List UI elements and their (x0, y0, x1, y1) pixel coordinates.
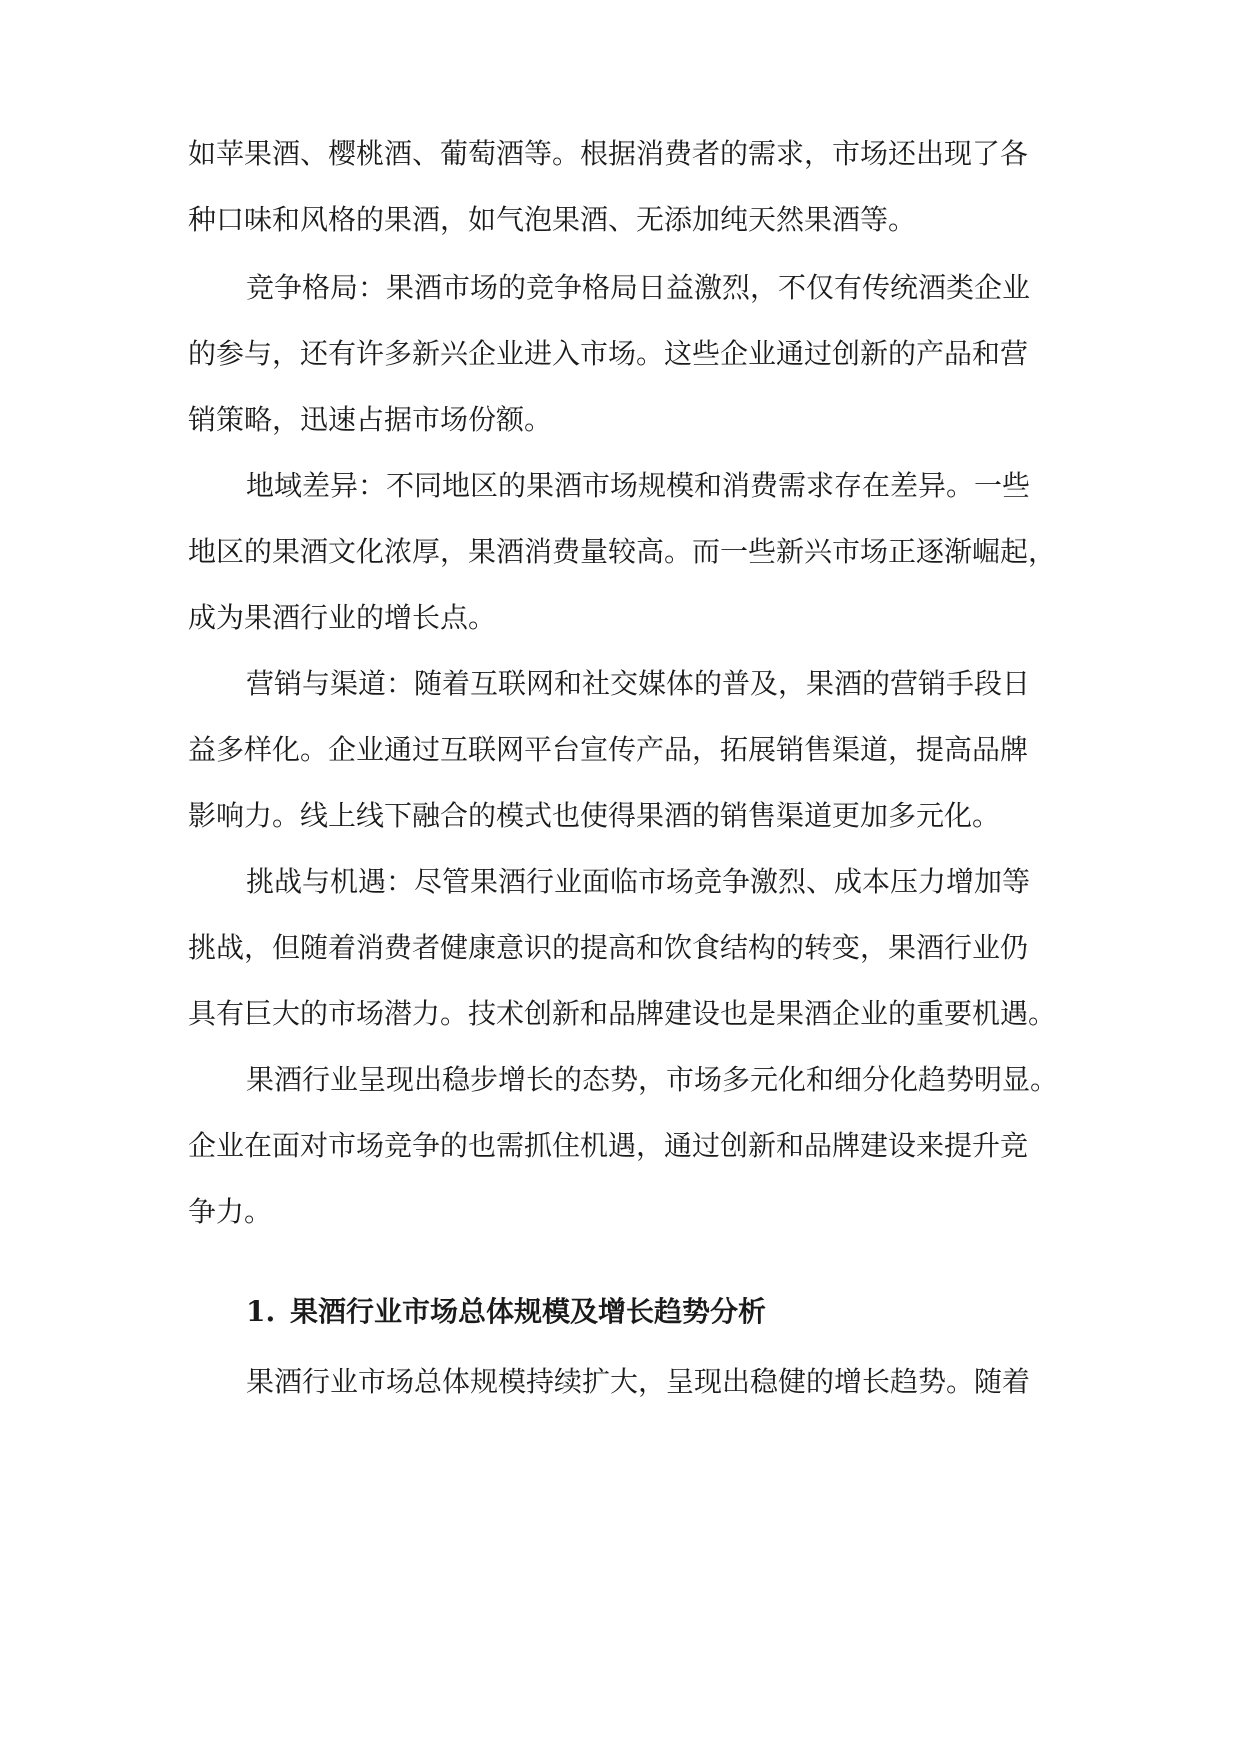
paragraph-line: 益多样化。企业通过互联网平台宣传产品，拓展销售渠道，提高品牌 (188, 733, 1029, 766)
paragraph-line: 挑战与机遇：尽管果酒行业面临市场竞争激烈、成本压力增加等 (246, 865, 1031, 898)
paragraph-line: 地域差异：不同地区的果酒市场规模和消费需求存在差异。一些 (246, 469, 1031, 502)
paragraph-line: 争力。 (188, 1195, 273, 1228)
paragraph-line: 成为果酒行业的增长点。 (188, 601, 497, 634)
paragraph-line: 竞争格局：果酒市场的竞争格局日益激烈，不仅有传统酒类企业 (246, 271, 1031, 304)
section-number: 1. (246, 1295, 276, 1328)
section-title: 果酒行业市场总体规模及增长趋势分析 (290, 1295, 767, 1328)
paragraph-line: 具有巨大的市场潜力。技术创新和品牌建设也是果酒企业的重要机遇。 (188, 997, 1057, 1030)
paragraph-line: 如苹果酒、樱桃酒、葡萄酒等。根据消费者的需求，市场还出现了各 (188, 137, 1029, 170)
paragraph-line: 果酒行业市场总体规模持续扩大，呈现出稳健的增长趋势。随着 (246, 1365, 1031, 1398)
paragraph-line: 企业在面对市场竞争的也需抓住机遇，通过创新和品牌建设来提升竞 (188, 1129, 1029, 1162)
paragraph-line: 营销与渠道：随着互联网和社交媒体的普及，果酒的营销手段日 (246, 667, 1031, 700)
paragraph-line: 果酒行业呈现出稳步增长的态势，市场多元化和细分化趋势明显。 (246, 1063, 1059, 1096)
paragraph-line: 种口味和风格的果酒，如气泡果酒、无添加纯天然果酒等。 (188, 203, 917, 236)
paragraph-line: 影响力。线上线下融合的模式也使得果酒的销售渠道更加多元化。 (188, 799, 1001, 832)
paragraph-line: 销策略，迅速占据市场份额。 (188, 403, 553, 436)
paragraph-line: 地区的果酒文化浓厚，果酒消费量较高。而一些新兴市场正逐渐崛起， (188, 535, 1057, 568)
paragraph-line: 挑战，但随着消费者健康意识的提高和饮食结构的转变，果酒行业仍 (188, 931, 1029, 964)
section-heading (246, 1294, 766, 1330)
paragraph-line: 的参与，还有许多新兴企业进入市场。这些企业通过创新的产品和营 (188, 337, 1029, 370)
